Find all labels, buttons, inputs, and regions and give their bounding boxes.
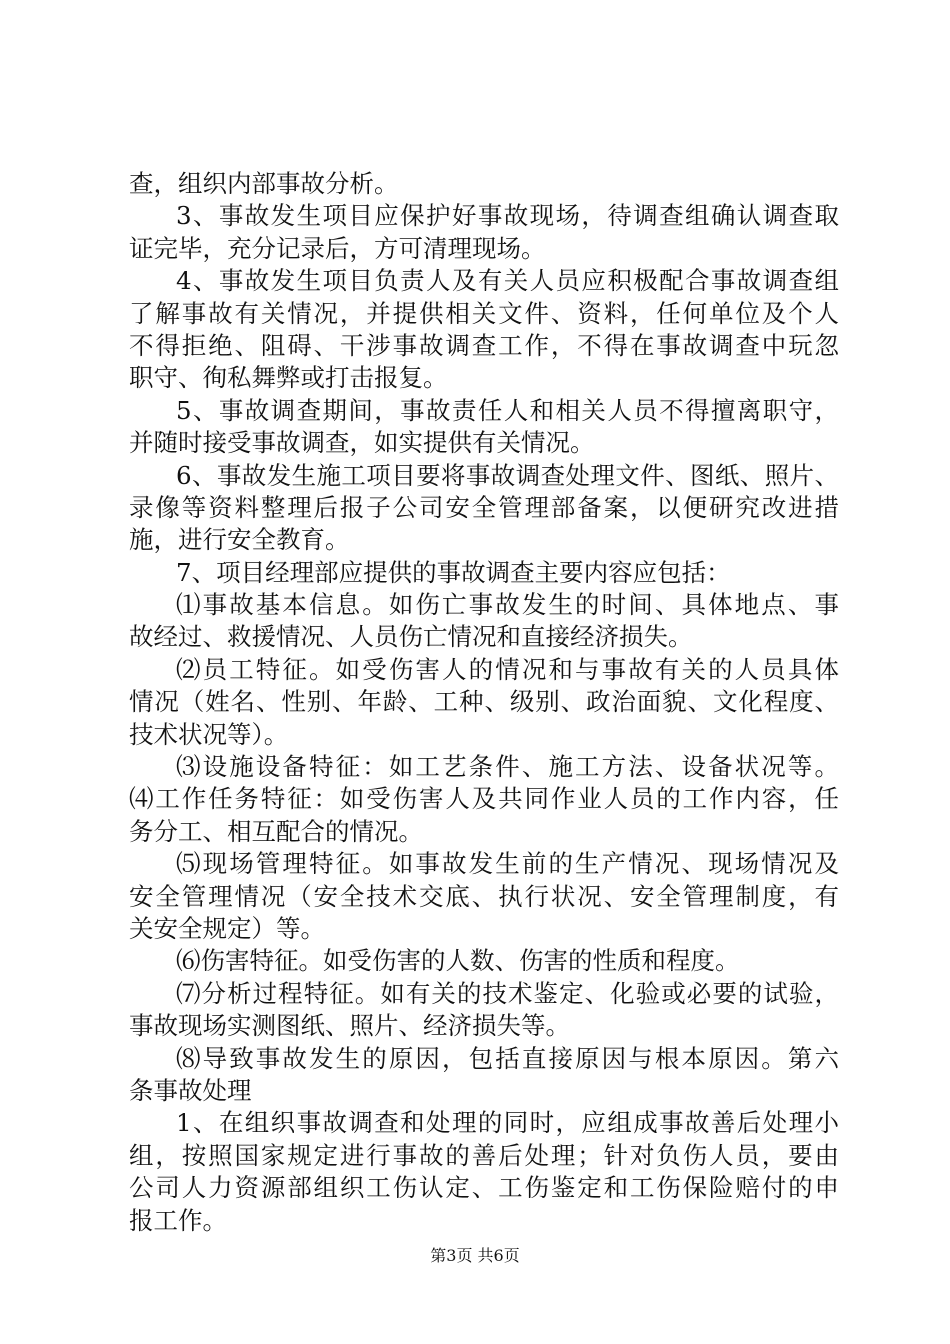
text-line: 查，组织内部事故分析。 bbox=[129, 169, 399, 198]
document-body bbox=[129, 168, 839, 1237]
text-line: 施，进行安全教育。 bbox=[129, 525, 350, 555]
text-line: ⑹伤害特征。如受伤害的人数、伤害的性质和程度。 bbox=[176, 946, 740, 976]
text-line: 1、在组织事故调查和处理的同时，应组成事故善后处理小 bbox=[176, 1108, 839, 1138]
text-line: ⑷工作任务特征：如受伤害人及共同作业人员的工作内容，任 bbox=[129, 784, 839, 814]
text-line: 4、事故发生项目负责人及有关人员应积极配合事故调查组 bbox=[176, 266, 839, 296]
text-line: 了解事故有关情况，并提供相关文件、资料，任何单位及个人 bbox=[129, 298, 839, 328]
text-line: ⑸现场管理特征。如事故发生前的生产情况、现场情况及 bbox=[176, 849, 839, 879]
page-footer: 第3页 共6页 bbox=[430, 1246, 520, 1265]
text-line: 7、项目经理部应提供的事故调查主要内容应包括： bbox=[176, 557, 731, 587]
text-line: 并随时接受事故调查，如实提供有关情况。 bbox=[129, 428, 595, 458]
text-line: ⑴事故基本信息。如伤亡事故发生的时间、具体地点、事 bbox=[176, 590, 839, 620]
text-line: 职守、徇私舞弊或打击报复。 bbox=[129, 363, 448, 393]
text-line: 务分工、相互配合的情况。 bbox=[129, 816, 423, 846]
text-line: ⑵员工特征。如受伤害人的情况和与事故有关的人员具体 bbox=[176, 654, 839, 684]
text-line: 录像等资料整理后报子公司安全管理部备案，以便研究改进措 bbox=[129, 492, 839, 522]
text-line: 技术状况等）。 bbox=[129, 719, 289, 749]
text-line: 3、事故发生项目应保护好事故现场，待调查组确认调查取 bbox=[176, 201, 839, 231]
text-line: 证完毕，充分记录后，方可清理现场。 bbox=[129, 233, 546, 263]
text-line: ⑶设施设备特征：如工艺条件、施工方法、设备状况等。 bbox=[176, 752, 839, 782]
text-line: 公司人力资源部组织工伤认定、工伤鉴定和工伤保险赔付的申 bbox=[129, 1173, 839, 1203]
text-line: 条事故处理 bbox=[129, 1075, 252, 1105]
text-line: 报工作。 bbox=[129, 1205, 227, 1235]
text-line: 安全管理情况（安全技术交底、执行状况、安全管理制度，有 bbox=[129, 881, 839, 911]
text-line: 组，按照国家规定进行事故的善后处理；针对负伤人员，要由 bbox=[129, 1140, 839, 1170]
text-line: 5、事故调查期间，事故责任人和相关人员不得擅离职守， bbox=[176, 395, 839, 425]
text-line: ⑻导致事故发生的原因，包括直接原因与根本原因。第六 bbox=[176, 1043, 839, 1073]
text-line: 关安全规定）等。 bbox=[129, 913, 325, 943]
text-line: 事故现场实测图纸、照片、经济损失等。 bbox=[129, 1011, 570, 1041]
text-line: ⑺分析过程特征。如有关的技术鉴定、化验或必要的试验， bbox=[176, 978, 839, 1008]
text-line: 6、事故发生施工项目要将事故调查处理文件、图纸、照片、 bbox=[176, 460, 839, 490]
text-line: 情况（姓名、性别、年龄、工种、级别、政治面貌、文化程度、 bbox=[129, 687, 839, 717]
text-line: 不得拒绝、阻碍、干涉事故调查工作，不得在事故调查中玩忽 bbox=[129, 330, 839, 360]
text-line: 故经过、救援情况、人员伤亡情况和直接经济损失。 bbox=[129, 622, 693, 652]
